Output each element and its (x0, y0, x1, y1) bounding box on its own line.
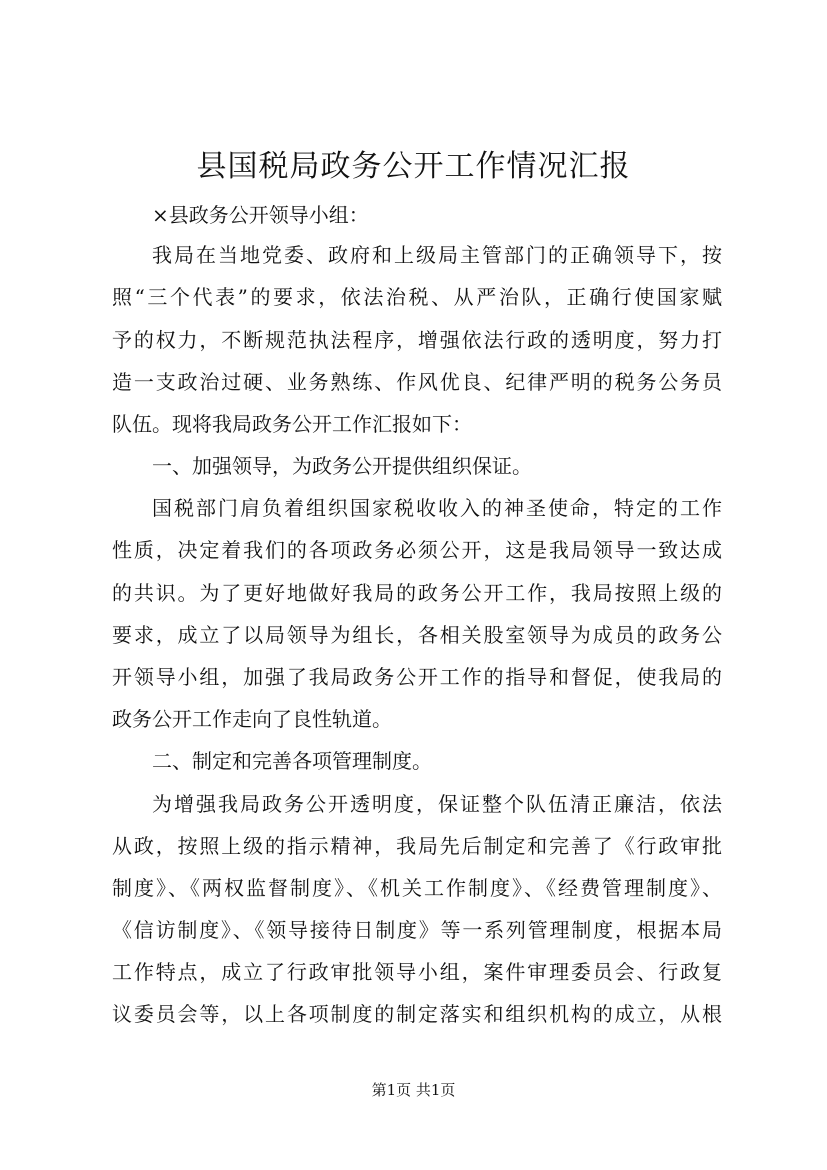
paragraph-line: 队伍。现将我局政务公开工作汇报如下： (112, 412, 472, 436)
document-title: 县国税局政务公开工作情况汇报 (196, 149, 631, 184)
paragraph-line: 要求，成立了以局领导为组长，各相关股室领导为成员的政务公 (112, 623, 722, 647)
paragraph-line: 制度》、《两权监督制度》、《机关工作制度》、《经费管理制度》、 (112, 876, 722, 900)
paragraph-line: 《信访制度》、《领导接待日制度》等一系列管理制度，根据本局 (112, 918, 722, 942)
paragraph-line: 国税部门肩负着组织国家税收收入的神圣使命，特定的工作 (152, 496, 722, 520)
paragraph-line: 工作特点，成立了行政审批领导小组，案件审理委员会、行政复 (112, 960, 722, 984)
paragraph-line: 我局在当地党委、政府和上级局主管部门的正确领导下，按 (152, 243, 722, 267)
paragraph-line: 照“三个代表”的要求，依法治税、从严治队，正确行使国家赋 (112, 285, 722, 309)
paragraph-line: 造一支政治过硬、业务熟练、作风优良、纪律严明的税务公务员 (112, 370, 722, 394)
section-heading: 一、加强领导，为政务公开提供组织保证。 (152, 454, 532, 478)
paragraph-line: 议委员会等，以上各项制度的制定落实和组织机构的成立，从根 (112, 1002, 722, 1026)
paragraph-line: 从政，按照上级的指示精神，我局先后制定和完善了《行政审批 (112, 834, 722, 858)
page-number: 第1页 共1页 (371, 1081, 456, 1099)
section-heading: 二、制定和完善各项管理制度。 (152, 749, 432, 773)
paragraph-line: 予的权力，不断规范执法程序，增强依法行政的透明度，努力打 (112, 328, 722, 352)
paragraph-line: 政务公开工作走向了良性轨道。 (112, 707, 392, 731)
paragraph-line: 性质，决定着我们的各项政务必须公开，这是我局领导一致达成 (112, 538, 722, 562)
paragraph-line: 为增强我局政务公开透明度，保证整个队伍清正廉洁，依法 (152, 792, 722, 816)
paragraph-line: 的共识。为了更好地做好我局的政务公开工作，我局按照上级的 (112, 581, 722, 605)
paragraph-line: 开领导小组，加强了我局政务公开工作的指导和督促，使我局的 (112, 665, 722, 689)
salutation: ×县政务公开领导小组： (152, 203, 369, 227)
